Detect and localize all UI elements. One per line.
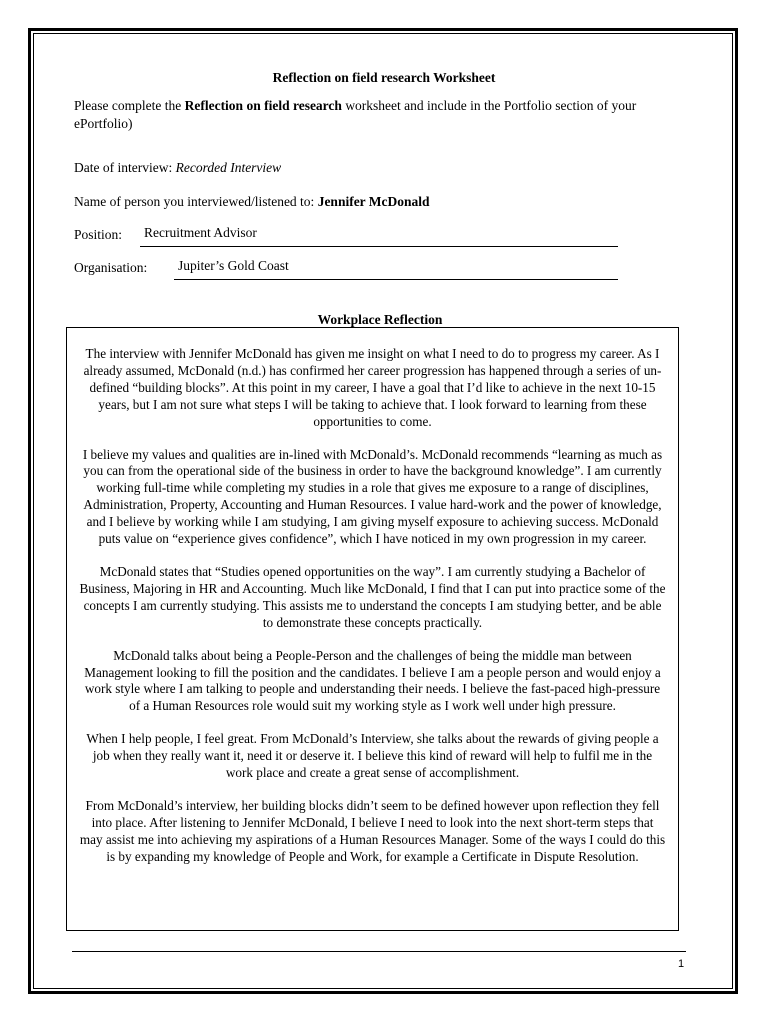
organisation-value: Jupiter’s Gold Coast (178, 258, 289, 273)
worksheet-title: Reflection on field research Worksheet (272, 70, 496, 85)
reflection-paragraph: When I help people, I feel great. From McDonald’s Interview, she talks about the rewards of giving people a job when they really want it, need it or deserve it. I believe this kind of reward will help to fulfil me in the work place and create a great sense of accomplishment. (86, 731, 659, 781)
reflection-paragraph: McDonald states that “Studies opened opportunities on the way”. I am currently studying a Bachelor of Business, Majoring in HR and Accounting. Much like McDonald, I find that I can put into practice some of the concepts I am currently studying. This assists me to understand the concepts I am studying better, and be able to demonstrate these concepts practically. (79, 563, 666, 630)
intro-post: worksheet and include in the Portfolio section of your ePortfolio) (74, 98, 637, 131)
intro-bold: Reflection on field research (184, 98, 342, 113)
organisation-field (174, 258, 618, 280)
position-value: Recruitment Advisor (144, 225, 257, 240)
workplace-reflection-box (66, 327, 679, 931)
reflection-paragraph: The interview with Jennifer McDonald has given me insight on what I need to do to progress my career. As I already assumed, McDonald (n.d.) has confirmed her career progression has happened through a series of un-defined “building blocks”. At this point in my career, I have a goal that I’d like to achieve in the next 10-15 years, but I am not sure what steps I will be taking to achieve that. I look forward to learning from these opportunities to come. (83, 346, 662, 429)
reflection-paragraph: McDonald talks about being a People-Person and the challenges of being the middle man between Management looking to fill the position and the candidates. I believe I am a people person and would enjoy a work style where I am talking to people and understanding their needs. I believe the fast-paced high-pressure of a Human Resources role would suit my working style as I work well under high pressure. (84, 647, 661, 714)
date-of-interview (74, 160, 281, 176)
reflection-paragraph: From McDonald’s interview, her building blocks didn’t seem to be defined however upon reflection they fell into place. After listening to Jennifer McDonald, I believe I need to look into the next short-term steps that may assist me into achieving my aspirations of a Human Resources Manager. Some of the ways I could do this is by expanding my knowledge of People and Work, for example a Certificate in Dispute Resolution. (79, 797, 666, 864)
date-value: Recorded Interview (175, 160, 282, 175)
name-label: Name of person you interviewed/listened to: (74, 194, 318, 209)
position-field (140, 225, 618, 247)
section-heading: Workplace Reflection (317, 312, 443, 327)
footer-divider (72, 951, 686, 952)
intro-pre: Please complete the (74, 98, 185, 113)
organisation-label: Organisation: (74, 260, 148, 275)
date-label: Date of interview: (74, 160, 176, 175)
intro-text (74, 97, 684, 133)
position-label: Position: (74, 227, 123, 242)
reflection-paragraph: I believe my values and qualities are in-lined with McDonald’s. McDonald recommends “learning as much as you can from the operational side of the business in order to have the background knowledge”. I am currently working full-time while completing my studies in a role that gives me exposure to a range of disciplines, Administration, Property, Accounting and Human Resources. I value hard-work and the power of knowledge, and I believe by working while I am studying, I am giving myself exposure to achieving success. McDonald puts value on “experience gives confidence”, which I have noticed in my own progression in my career. (82, 446, 663, 547)
page-number: 1 (678, 958, 685, 970)
interviewee-name (74, 194, 430, 210)
name-value: Jennifer McDonald (317, 194, 430, 209)
